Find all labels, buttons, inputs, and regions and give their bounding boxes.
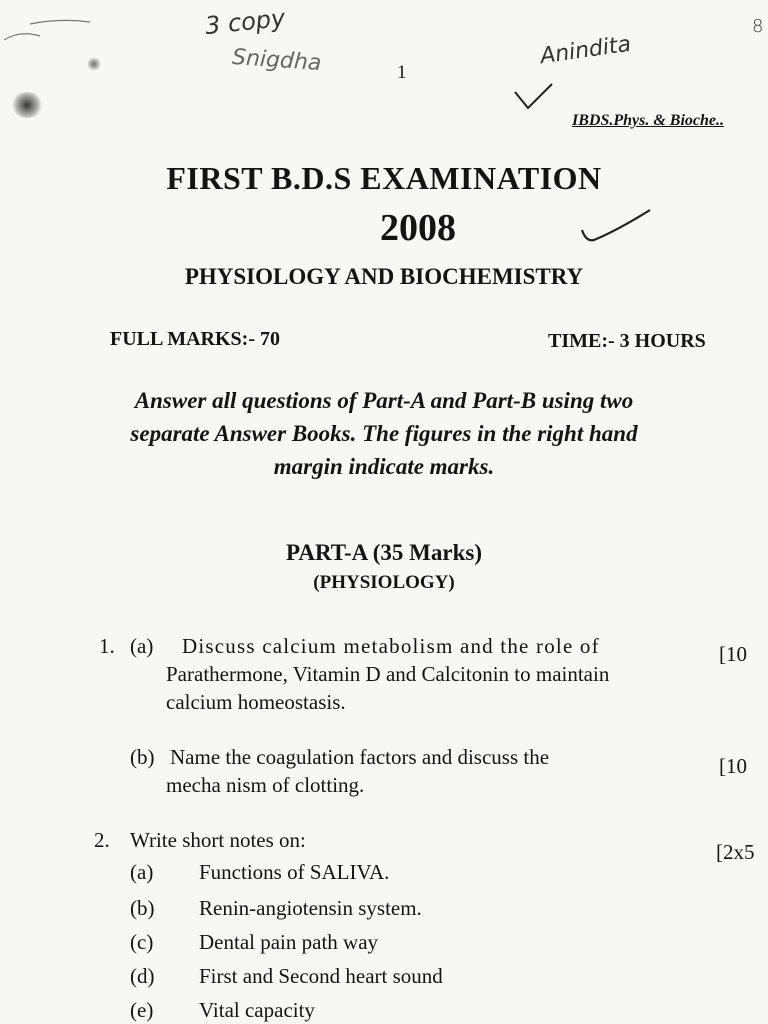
short-note-item: [130, 894, 422, 922]
short-note-label: (a): [130, 860, 154, 884]
question-part-label: (b): [130, 745, 155, 769]
short-note-label: (c): [130, 930, 154, 954]
instructions: [0, 384, 768, 483]
question-line: calcium homeostasis.: [166, 690, 346, 714]
exam-year: 2008: [380, 207, 456, 249]
question-line: mecha nism of clotting.: [166, 773, 365, 797]
paper-code: IBDS.Phys. & Bioche..: [572, 112, 725, 129]
handwritten-name-left: Snigdha: [231, 44, 323, 77]
part-a-title: PART-A (35 Marks): [286, 540, 482, 565]
short-note-item: [130, 996, 315, 1024]
question-part-label: (a): [130, 634, 154, 658]
full-marks: FULL MARKS:- 70: [110, 328, 280, 350]
question-marks: [10: [719, 642, 747, 666]
question-line: Parathermone, Vitamin D and Calcitonin to maintain: [166, 662, 610, 686]
short-note-label: (e): [130, 998, 154, 1022]
question-number: 1.: [99, 634, 115, 658]
question-marks: [2x5: [716, 840, 755, 864]
question-number: 2.: [94, 828, 110, 852]
handwritten-copy-note: 3 copy: [203, 3, 287, 41]
subject-title: PHYSIOLOGY AND BIOCHEMISTRY: [184, 264, 584, 289]
short-note-text: Vital capacity: [199, 998, 315, 1022]
question-line: Discuss calcium metabolism and the role of: [182, 634, 600, 658]
short-note-label: (b): [130, 896, 155, 920]
instruction-line: Answer all questions of Part-A and Part-B using two: [134, 388, 634, 413]
short-note-text: Dental pain path way: [199, 930, 379, 954]
question-marks: [10: [719, 754, 747, 778]
short-note-item: [130, 858, 389, 886]
short-note-item: [130, 928, 378, 956]
instruction-line: separate Answer Books. The figures in the right hand: [130, 421, 638, 446]
question-line: Name the coagulation factors and discuss the: [170, 745, 550, 769]
ink-smudge: [86, 58, 102, 70]
short-note-text: Renin-angiotensin system.: [199, 896, 422, 920]
short-note-label: (d): [130, 964, 155, 988]
handwritten-name-right: Anindita: [538, 31, 633, 70]
tick-mark-icon: [578, 206, 654, 246]
tick-mark-icon: [512, 82, 556, 112]
question-1b-text: [166, 743, 549, 799]
handwritten-scribble-top-left: [0, 10, 150, 50]
short-note-text: First and Second heart sound: [199, 964, 443, 988]
short-note-item: [130, 962, 443, 990]
ink-smudge: [10, 92, 44, 118]
question-2-prompt: Write short notes on:: [130, 828, 306, 852]
time-allowed: TIME:- 3 HOURS: [548, 330, 706, 352]
instruction-line: margin indicate marks.: [273, 454, 495, 479]
handwritten-corner-mark: 8: [752, 16, 764, 37]
exam-title: FIRST B.D.S EXAMINATION: [166, 160, 602, 196]
page-number: 1: [397, 62, 407, 83]
short-note-text: Functions of SALIVA.: [199, 860, 390, 884]
question-1a-text: [166, 632, 609, 716]
part-a-subtitle: (PHYSIOLOGY): [313, 572, 455, 593]
